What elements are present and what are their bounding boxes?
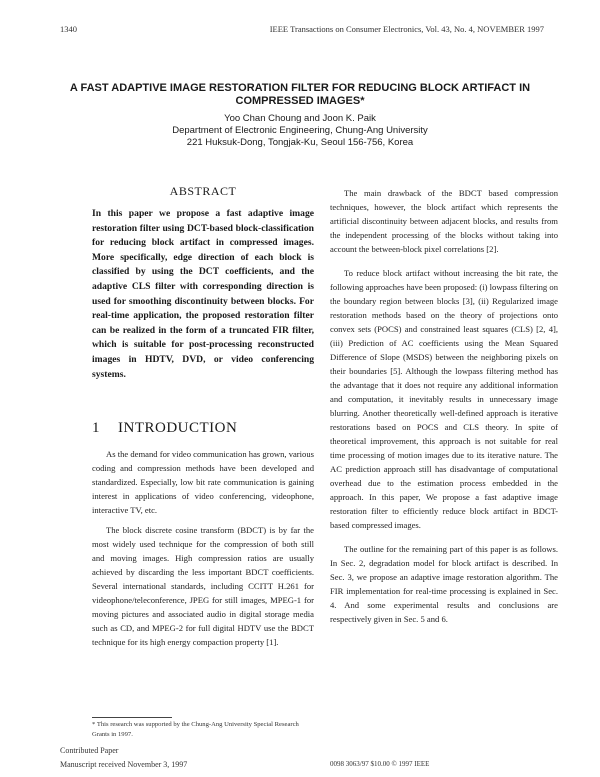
section-number: 1 — [92, 420, 100, 436]
section-title: INTRODUCTION — [118, 420, 238, 436]
right-paragraph: The outline for the remaining part of this paper is as follows. In Sec. 2, degradation model for block artifact is described. In Sec. 3, we propose an adaptive image restoration algorithm. The FIR implementation for real-time processing is explained in Sec. 4. And some experimental results and conclusions are respectively given in Sec. 5 and 6. — [330, 544, 558, 624]
paper-title: A FAST ADAPTIVE IMAGE RESTORATION FILTER FOR REDUCING BLOCK ARTIFACT IN COMPRESSED IMAGES* — [69, 82, 531, 107]
page-number: 1340 — [60, 24, 77, 34]
intro-paragraph: As the demand for video communication has grown, various coding and compression methods have been developed and standardized. Especially, low bit rate communication is gaining interest in applications of video conferencing, videophone, interactive TV, etc. — [92, 449, 314, 515]
section-heading — [92, 420, 314, 437]
abstract-text: In this paper we propose a fast adaptive image restoration filter using DCT-based block-classification for reducing block artifact in compressed images. More specifically, edge direction of each block is classified by using the DCT coefficients, and the adaptive CLS filter with corresponding direction is used for smoothing discontinuity between blocks. For real-time application, the proposed restoration filter can be realized in the form of a truncated FIR filter, which is suitable for post-processing reconstructed images in HDTV, DVD, or video conferencing systems. — [92, 208, 314, 380]
intro-body — [92, 447, 314, 649]
footnote-rule — [92, 717, 172, 718]
right-paragraph: The main drawback of the BDCT based compression techniques, however, the block artifact which represents the artificial discontinuity between adjacent blocks, and results from the independent processing of the blocks without taking into account the between-block pixel correlations [2]. — [330, 188, 558, 254]
title-block — [60, 82, 540, 149]
intro-paragraph: The block discrete cosine transform (BDCT) is by far the most widely used technique for the compression of both still and moving images. High compression ratios are usually achieved by discarding the less important BDCT coefficients. Several international standards, including CCITT H.261 for videophone/teleconference, JPEG for still images, MPEG-1 for moving pictures and associated audio in digital storage media such as CD, and MPEG-2 for full digital HDTV use the BDCT technique for its high energy compaction property [1]. — [92, 525, 314, 647]
contributed-paper-label: Contributed Paper — [60, 746, 119, 755]
affiliation-line-1: Department of Electronic Engineering, Chung-Ang University — [172, 125, 428, 136]
running-header: IEEE Transactions on Consumer Electronics, Vol. 43, No. 4, NOVEMBER 1997 — [269, 24, 544, 34]
affiliation-line-2: 221 Huksuk-Dong, Tongjak-Ku, Seoul 156-756, Korea — [186, 137, 414, 148]
right-paragraph: To reduce block artifact without increasing the bit rate, the following approaches have been proposed: (i) lowpass filtering on the boundary region between blocks [3], (ii) Regularized image restoration methods based on the theory of projections onto convex sets (POCS) and constrained least squares (CLS) [2, 4], (iii) Prediction of AC coefficients using the Mean Squared Difference of Slope (MSDS) between the neighboring pixels on their boundaries [5]. Although the lowpass filtering method has the advantage that it does not require any additional information and computation, it inevitably results in unnecessary image blurring. Another theoretically well-defined approach is iterative restorations based on POCS and CLS theory. In spite of theoretical improvement, this approach is not suitable for real time processing of motion images due to its iterative nature. The AC prediction approach still has disadvantage of computational overhead due to the estimation process embedded in the approach. In this paper, We propose a fast adaptive image restoration filter to efficiently reduce block artifact in BDCT-based compressed images. — [330, 268, 558, 530]
footnote: * This research was supported by the Chung-Ang University Special Research Grants in 1997. — [92, 721, 299, 738]
paper-authors: Yoo Chan Choung and Joon K. Paik — [224, 113, 376, 124]
manuscript-received: Manuscript received November 3, 1997 — [60, 760, 188, 769]
right-column-body — [330, 186, 558, 626]
issn-copyright: 0098 3063/97 $10.00 © 1997 IEEE — [330, 760, 430, 768]
abstract-heading: ABSTRACT — [169, 184, 237, 198]
